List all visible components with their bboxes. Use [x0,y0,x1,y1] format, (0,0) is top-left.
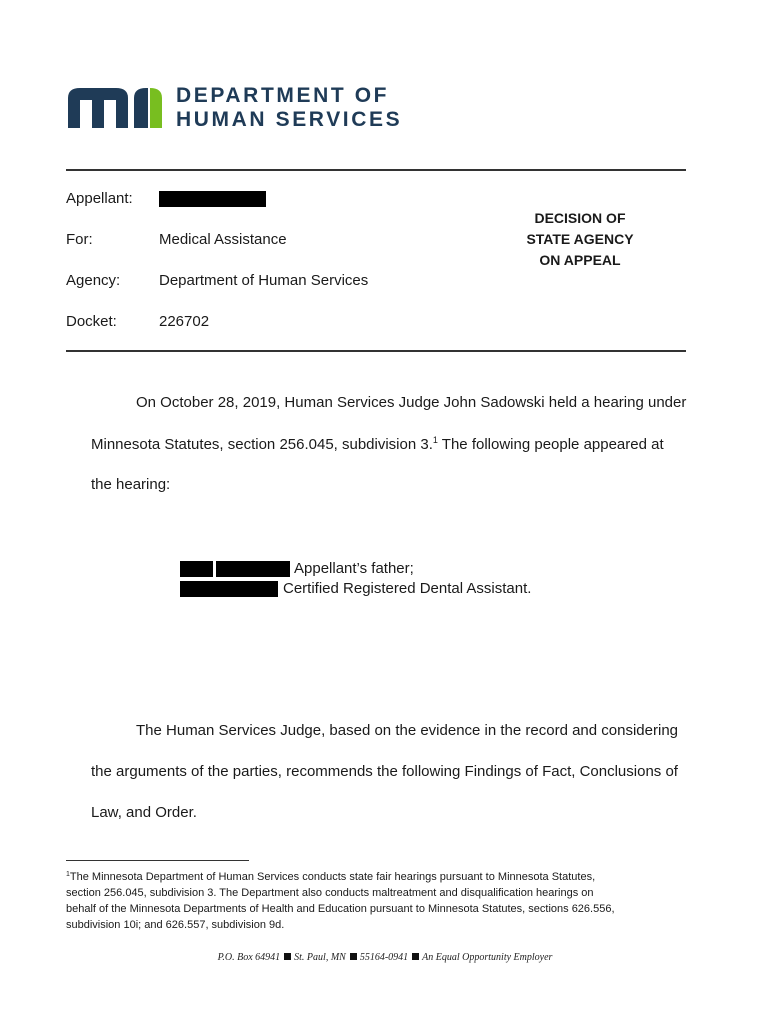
redacted-name [216,561,290,577]
agency-label: Agency: [66,272,121,289]
intro-line: On October 28, 2019, Human Services Judge John Sadowski held a hearing under [136,394,687,411]
footnote-line [66,867,666,885]
redacted-name [180,561,213,577]
intro-line [91,435,664,453]
logo-m-icon [68,88,128,128]
square-bullet-icon [412,953,419,960]
footnote [66,867,666,933]
logo-line-1: DEPARTMENT OF [176,84,390,107]
footnote-line: behalf of the Minnesota Departments of Health and Education pursuant to Minnesota Statutes, sections 626.556, [66,903,615,915]
decision-title [500,208,660,271]
footnote-line: subdivision 10i; and 626.557, subdivision 9d. [66,919,285,931]
top-divider [66,169,686,171]
intro-line: the hearing: [91,476,171,493]
intro-line-text: The following people appeared at [437,436,664,453]
footer-eoe: An Equal Opportunity Employer [422,952,553,963]
footnote-text: The Minnesota Department of Human Services conducts state fair hearings pursuant to Minnesota Statutes, [69,871,596,883]
person1-role: Appellant’s father; [294,560,414,577]
page-footer [0,952,770,963]
for-value: Medical Assistance [159,231,287,248]
decision-title-line: ON APPEAL [539,252,621,268]
square-bullet-icon [350,953,357,960]
agency-value: Department of Human Services [159,272,369,289]
redacted-appellant [159,191,266,207]
for-label: For: [66,231,93,248]
footnote-ref[interactable]: 1 [432,435,438,445]
recommendation-line: the arguments of the parties, recommends the following Findings of Fact, Conclusions of [91,763,678,780]
docket-label: Docket: [66,313,117,330]
logo-wordmark [176,84,402,132]
docket-value: 226702 [159,313,210,330]
decision-title-line: STATE AGENCY [526,231,634,247]
square-bullet-icon [284,953,291,960]
recommendation-line: The Human Services Judge, based on the evidence in the record and considering [136,722,678,739]
intro-line-text: Minnesota Statutes, section 256.045, subdivision 3. [91,436,433,453]
bottom-divider [66,350,686,352]
redacted-name [180,581,278,597]
footer-city: St. Paul, MN [294,952,346,963]
recommendation-line: Law, and Order. [91,804,197,821]
logo-line-2: HUMAN SERVICES [176,108,403,131]
footnote-line: section 256.045, subdivision 3. The Department also conducts maltreatment and disqualification hearings on [66,887,594,899]
decision-title-line: DECISION OF [534,210,626,226]
logo-n-icon [134,88,162,128]
appellant-label: Appellant: [66,190,133,207]
footnote-marker: 1 [66,871,70,878]
footer-address: P.O. Box 64941 [217,952,281,963]
footnote-divider [66,860,249,861]
person2-role: Certified Registered Dental Assistant. [283,580,532,597]
footer-zip: 55164-0941 [359,952,409,963]
